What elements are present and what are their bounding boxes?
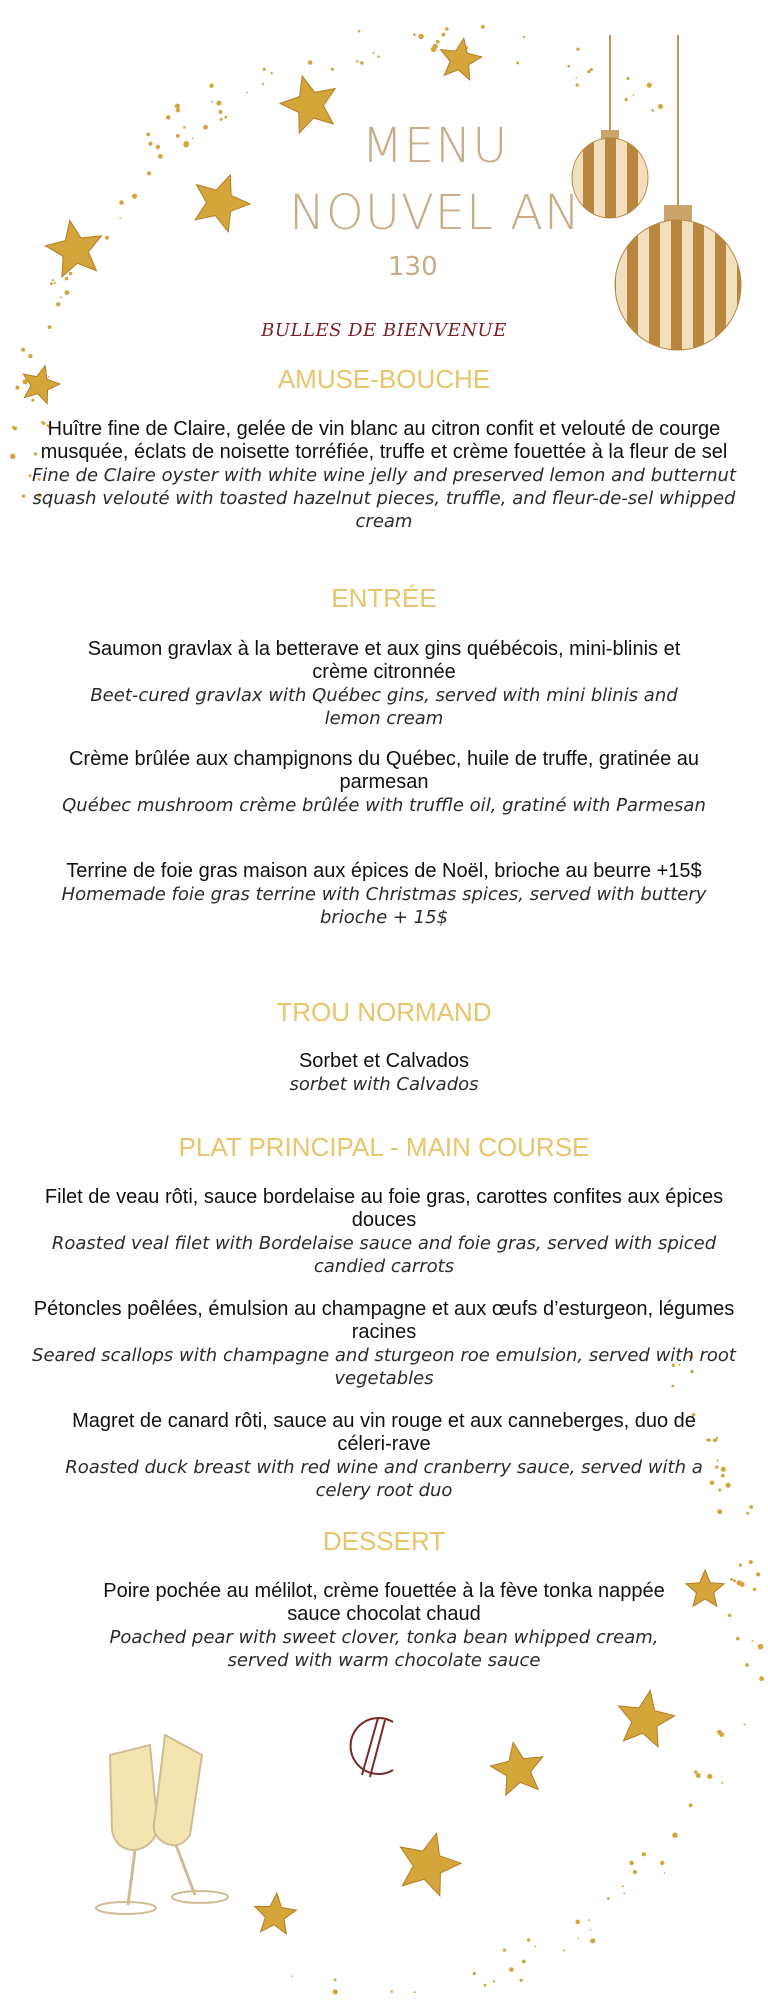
item-english: sorbet with Calvados: [289, 1074, 479, 1095]
item-english: Roasted veal filet with Bordelaise sauce and foie gras, served with spiced candied carrots: [51, 1233, 717, 1277]
item-french: Huître fine de Claire, gelée de vin blanc au citron confit et velouté de courge musquée, éclats de noisette torréfiée, truffe et crème fouettée à la fleur de sel: [40, 418, 728, 463]
menu-item: [100, 1580, 668, 1672]
gold-star-icon: [686, 1570, 724, 1606]
gold-star-icon: [253, 1891, 298, 1934]
item-french: Terrine de foie gras maison aux épices de Noël, brioche au beurre +15$: [66, 860, 702, 882]
item-french: Poire pochée au mélilot, crème fouettée à la fève tonka nappée sauce chocolat chaud: [103, 1580, 665, 1625]
item-french: Sorbet et Calvados: [298, 1050, 470, 1072]
menu-item: [60, 638, 708, 730]
item-french: Crème brûlée aux champignons du Québec, huile de truffe, gratinée au parmesan: [68, 748, 700, 793]
item-french: Filet de veau rôti, sauce bordelaise au foie gras, carottes confites aux épices douces: [44, 1186, 724, 1231]
menu-item: [60, 860, 708, 929]
section-title-entree: ENTRÉE: [331, 583, 437, 613]
gold-star-icon: [391, 1825, 467, 1899]
item-english: Québec mushroom crème brûlée with truffle oil, gratiné with Parmesan: [62, 795, 706, 816]
item-french: Pétoncles poêlées, émulsion au champagne et aux œufs d’esturgeon, légumes racines: [33, 1298, 735, 1343]
gold-star-icon: [487, 1738, 548, 1797]
menu-item: [60, 748, 708, 817]
menu-price: 130: [388, 252, 438, 282]
item-english: Beet-cured gravlax with Québec gins, served with mini blinis and lemon cream: [90, 685, 678, 729]
item-french: Saumon gravlax à la betterave et aux gins québécois, mini-blinis et crème citronnée: [87, 638, 681, 683]
welcome-bubbles: BULLES DE BIENVENUE: [261, 320, 507, 341]
gold-star-icon: [436, 35, 484, 81]
menu-item: [30, 1050, 738, 1096]
menu-title: MENU: [361, 118, 509, 174]
menu-item: [30, 1186, 738, 1278]
menu-item: [50, 1410, 718, 1502]
gold-star-icon: [185, 165, 257, 236]
menu-item: [30, 418, 738, 533]
section-title-dessert: DESSERT: [322, 1526, 446, 1556]
item-english: Poached pear with sweet clover, tonka bean whipped cream, served with warm chocolate sauce: [109, 1627, 659, 1671]
section-title-trou-normand: TROU NORMAND: [276, 997, 492, 1027]
item-english: Fine de Claire oyster with white wine jelly and preserved lemon and butternut squash velouté with toasted hazelnut pieces, truffle, and fleur-de-sel whipped cream: [32, 465, 736, 532]
section-title-amuse-bouche: AMUSE-BOUCHE: [277, 364, 491, 394]
restaurant-logo-icon: [351, 1718, 393, 1777]
section-title-main-course: PLAT PRINCIPAL - MAIN COURSE: [178, 1132, 590, 1162]
item-english: Roasted duck breast with red wine and cranberry sauce, served with a celery root duo: [65, 1457, 703, 1501]
item-french: Magret de canard rôti, sauce au vin rouge et aux canneberges, duo de céleri-rave: [72, 1410, 696, 1455]
item-english: Seared scallops with champagne and sturgeon roe emulsion, served with root vegetables: [32, 1345, 736, 1389]
champagne-glasses-icon: [96, 1735, 228, 1914]
menu-subtitle: NOUVEL AN: [289, 185, 581, 241]
item-english: Homemade foie gras terrine with Christmas spices, served with buttery brioche + 15$: [61, 884, 707, 928]
gold-star-icon: [613, 1686, 679, 1749]
menu-item: [30, 1298, 738, 1390]
gold-star-icon: [42, 216, 108, 279]
